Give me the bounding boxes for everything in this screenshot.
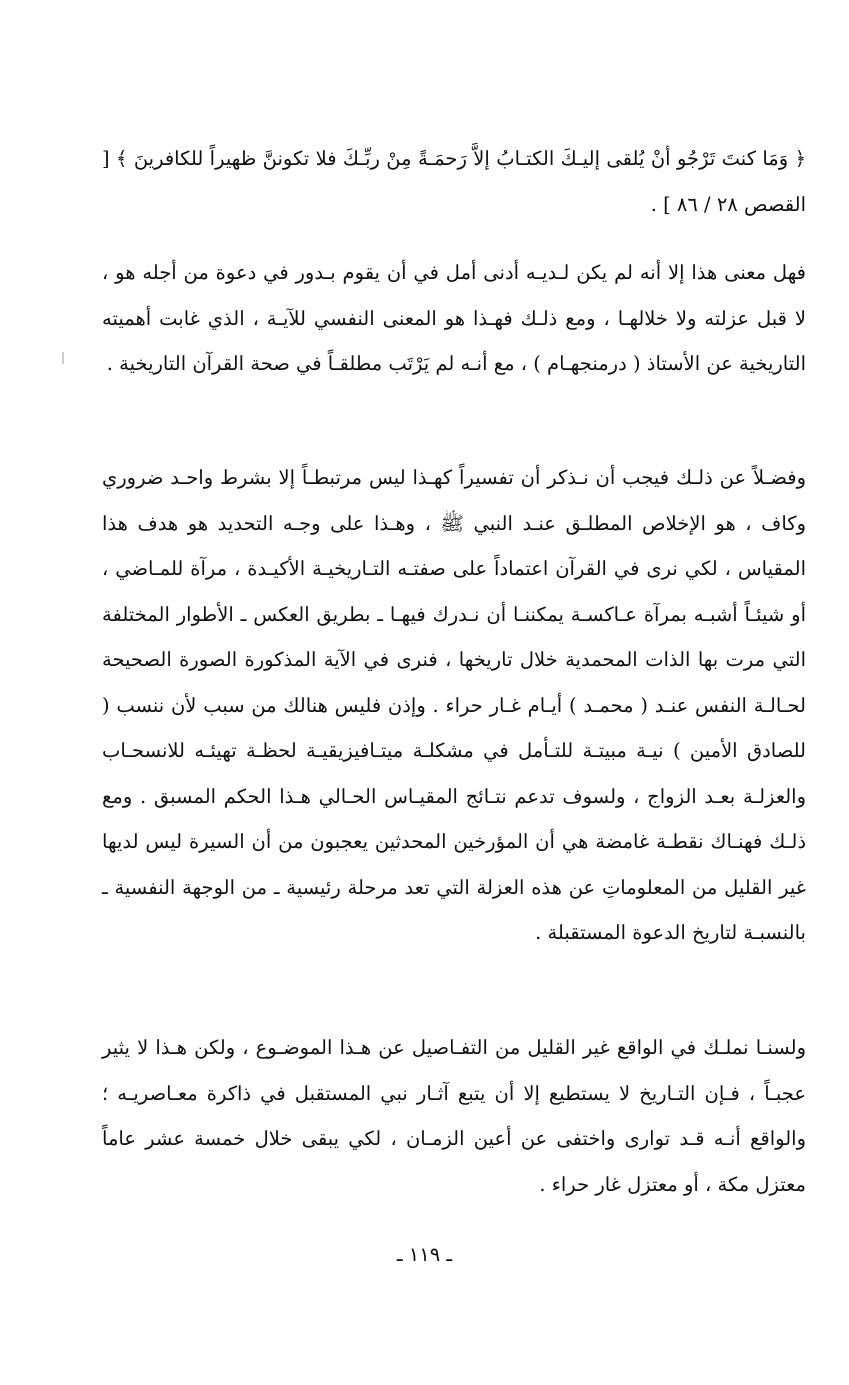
body-paragraph	[102, 250, 806, 387]
margin-mark	[62, 352, 64, 364]
paragraph-text: ﴿ وَمَا كنتَ تَرْجُو أنْ يُلقى إليـكَ الكتـابُ إلاَّ رَحمَـةً مِنْ ربِّـكَ فلا تكوننَّ ظهيراً للكافرينَ ﴾ [ القصص ٢٨ / ٨٦ ] .	[102, 147, 806, 216]
body-paragraph	[102, 455, 806, 956]
paragraph-text: وفضـلاً عن ذلـك فيجب أن نـذكر أن تفسيراً كهـذا ليس مرتبطـاً إلا بشرط واحـد ضروري وكاف ، هو الإخلاص المطلـق عنـد النبي ﷺ ، وهـذا على وجـه التحديد هو هدف هذا المقياس ، لكي نرى في القرآن اعتماداً على صفتـه التـاريخيـة الأكيـدة ، مرآة للمـاضي ، أو شيئـاً أشبـه بمرآة عـاكسـة يمكننـا أن نـدرك فيهـا ـ بطريق العكس ـ الأطوار المختلفة التي مرت بها الذات المحمدية خلال تاريخها ، فنرى في الآية المذكورة الصورة الصحيحة لحـالـة النفس عنـد ( محمـد ) أيـام غـار حراء . وإذن فليس هنالك من سبب لأن ننسب ( للصادق الأمين ) نيـة مبيتـة للتـأمل في مشكلـة ميتـافيزيقيـة لحظـة تهيئـه للانسحـاب والعزلـة بعـد الزواج ، ولسوف تدعم نتـائج المقيـاس الحـالي هـذا الحكم المسبق . ومع ذلـك فهنـاك نقطـة غامضة هي أن المؤرخين المحدثين يعجبون من أن السيرة ليس لديها غير القليل من المعلوماتِ عن هذه العزلة التي تعد مرحلة رئيسية ـ من الوجهة النفسية ـ بالنسبـة لتاريخ الدعوة المستقبلة .	[102, 466, 806, 944]
page-number: ـ ١١٩ ـ	[396, 1243, 453, 1266]
body-paragraph	[102, 1025, 806, 1207]
paragraph-text: فهل معنى هذا إلا أنه لم يكن لـديـه أدنى أمل في أن يقوم بـدور في دعوة من أجله هو ، لا قبل عزلته ولا خلالهـا ، ومع ذلـك فهـذا هو المعنى النفسي للآيـة ، الذي غابت أهميته التاريخية عن الأستاذ ( درمنجهـام ) ، مع أنـه لم يَرْتَب مطلقـاً في صحة القرآن التاريخية .	[102, 261, 806, 375]
paragraph-text: ولسنـا نملـك في الواقع غير القليل من التفـاصيل عن هـذا الموضـوع ، ولكن هـذا لا يثير عجبـاً ، فـإن التـاريخ لا يستطيع إلا أن يتبع آثـار نبي المستقبل في ذاكرة معـاصريـه ؛ والواقع أنـه قـد توارى واختفى عن أعين الزمـان ، لكي يبقى خلال خمسة عشر عاماً معتزل مكة ، أو معتزل غار حراء .	[102, 1036, 806, 1196]
quran-verse-paragraph	[102, 136, 806, 227]
